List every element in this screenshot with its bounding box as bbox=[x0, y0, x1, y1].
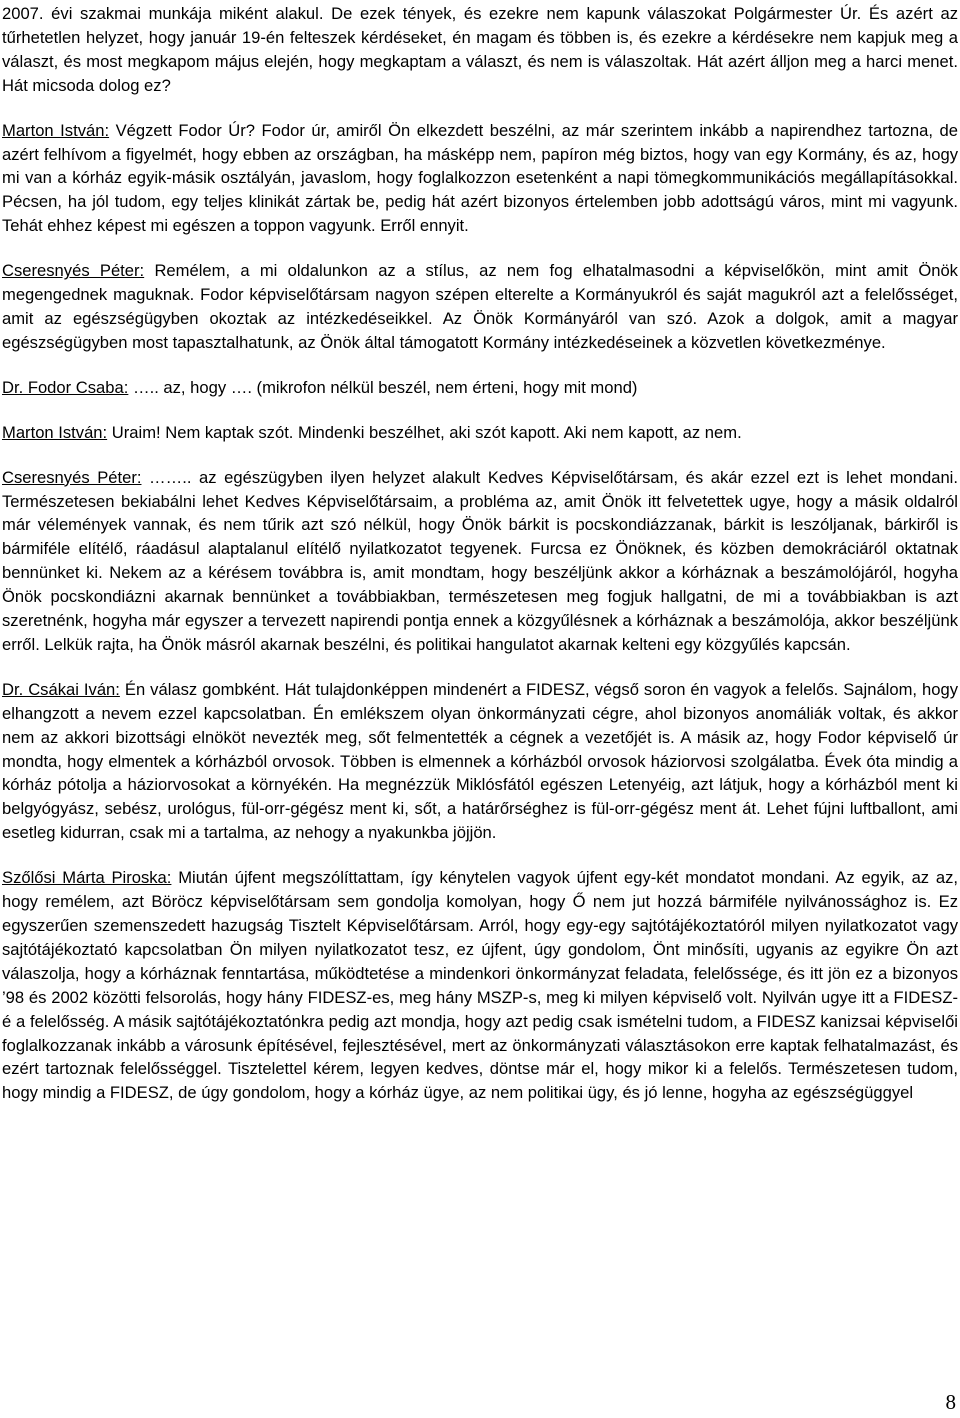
paragraph-continued bbox=[2, 2, 958, 98]
paragraph-cseresnyes-2 bbox=[2, 466, 958, 657]
paragraph-marton-1 bbox=[2, 119, 958, 239]
paragraph-szolosi bbox=[2, 866, 958, 1105]
paragraph-fodor bbox=[2, 376, 958, 400]
speaker-name: Cseresnyés Péter: bbox=[2, 261, 145, 281]
paragraph-text: 2007. évi szakmai munkája miként alakul. De ezek tények, és ezekre nem kapunk válaszokat Polgármester Úr. És azért az tűrhetetlen helyzet, hogy január 19-én felteszek kérdéseket, én magam és többen is, és ezekre a kérdésekre nem kapjuk meg a választ, és most megkapom május elején, hogy megkaptam a választ, és nem is válaszoltak. Hát azért álljon meg a harci menet. Hát micsoda dolog ez? bbox=[2, 4, 958, 95]
speaker-name: Cseresnyés Péter: bbox=[2, 467, 142, 487]
paragraph-text: Miután újfent megszólíttattam, így kénytelen vagyok újfent egy-két mondatot mondani. Az egyik, az az, hogy remélem, azt Böröcz képviselőtársam sem gondolja komolyan, hogy Ő nem jut hozzá bármiféle nyilvánossághoz is. Ez egyszerűen szemenszedett hazugság Tisztelt Képviselőtársam. Arról, hogy egy-egy sajtótájékoztatóról milyen nyilatkozatot vagy sajtótájékoztató kapcsolatban Ön milyen nyilatkozatot tesz, ez újfent, úgy gondolom, Önt minősíti, ugyanis az egyikre Ön azt válaszolja, hogy a kórháznak fenntartása, működtetése a mindenkori önkormányzat feladata, felelőssége, és itt jön ez a bizonyos ’98 és 2002 közötti felsorolás, hogy hány FIDESZ-es, meg hány MSZP-s, meg ki milyen képviselő volt. Nyilván ugye itt a FIDESZ-é a felelősség. A másik sajtótájékoztatónkra pedig azt mondja, hogy azt pedig csak ismételni tudom, a FIDESZ kanizsai képviselői foglalkozzanak inkább a városunk építésével, fejlesztésével, mert az önkormányzati választásokon erre kaptak felhatalmazást, és ezért tartoznak felelősséggel. Tisztelettel kérem, legyen kedves, döntse már el, hogy mikor ki a felelős. Természetesen tudom, hogy mindig a FIDESZ, de úgy gondolom, hogy a kórház ügye, az nem politikai ügy, és jó lenne, hogyha az egészségüggyel bbox=[2, 868, 958, 1103]
paragraph-text: Uraim! Nem kaptak szót. Mindenki beszélhet, aki szót kapott. Aki nem kapott, az nem. bbox=[111, 422, 742, 442]
paragraph-text: ….. az, hogy …. (mikrofon nélkül beszél, nem érteni, hogy mit mond) bbox=[132, 377, 638, 397]
document-page bbox=[2, 2, 958, 1105]
speaker-name: Marton István: bbox=[2, 422, 108, 442]
paragraph-cseresnyes-1 bbox=[2, 259, 958, 355]
paragraph-text: Én válasz gombként. Hát tulajdonképpen mindenért a FIDESZ, végső soron én vagyok a felelős. Sajnálom, hogy elhangzott a nevem ezzel kapcsolatban. Én emlékszem olyan önkormányzati cégre, ahol bizonyos anomáliák voltak, és akkor nem az akkori bizottsági elnököt nevezték meg, sőt felmentették a cégnek a vezetőjét is. A másik az, hogy Fodor képviselő úr mondta, hogy elmentek a kórházból orvosok. Többen is elmennek a kórházból orvosok háziorvosi szolgálatba. Évek óta mindig a kórház pótolja a háziorvosokat a környékén. Ha megnézzük Miklósfától egészen Letenyéig, azt látjuk, hogy a kórházból ment ki belgyógyász, sebész, urológus, fül-orr-gégész ment ki, sőt, a határőrséghez is fül-orr-gégész ment át. Lehet fújni luftballont, ami esetleg kidurran, csak mi a tartalma, az nehogy a nyakunkba jöjjön. bbox=[2, 679, 958, 843]
speaker-name: Marton István: bbox=[2, 120, 110, 140]
paragraph-text: Végzett Fodor Úr? Fodor úr, amiről Ön elkezdett beszélni, az már szerintem inkább a napirendhez tartozna, de azért felhívom a figyelmét, hogy ebben az országban, ha másképp nem, papíron még biztos, hogy van egy Kormány, és az, hogy mi van a kórház egyik-másik osztályán, javaslom, hogy foglalkozzon esetenként a napi tömegkommunikációs megállapításokkal. Pécsen, ha jól tudom, egy teljes klinikát zártak be, pedig hát azért bizonyos értelemben jobb adottságú város, mint mi vagyunk. Tehát ehhez képest mi egészen a toppon vagyunk. Erről ennyit. bbox=[2, 120, 958, 236]
paragraph-text: Remélem, a mi oldalunkon az a stílus, az nem fog elhatalmasodni a képviselőkön, mint amit Önök megengednek maguknak. Fodor képviselőtársam nagyon szépen elterelte a Kormányukról és saját magukról azt a felelősséget, amit az egészségügyben okoztak az intézkedéseikkel. Az Önök Kormányáról van szó. Azok a dolgok, amit a magyar egészségügyben most tapasztalhatunk, az Önök által támogatott Kormány intézkedéseinek a közvetlen következménye. bbox=[2, 261, 958, 352]
speaker-name: Dr. Fodor Csaba: bbox=[2, 377, 129, 397]
paragraph-csakai bbox=[2, 678, 958, 845]
speaker-name: Dr. Csákai Iván: bbox=[2, 679, 120, 699]
paragraph-marton-2 bbox=[2, 421, 958, 445]
paragraph-text: …….. az egészügyben ilyen helyzet alakult Kedves Képviselőtársam, és akár ezzel ezt is lehet mondani. Természetesen bekiabálni lehet Kedves Képviselőtársaim, a probléma az, amit Önök itt felvetettek ugye, hogy a másik oldalról már vélemények vannak, és nem tűrik azt szó nélkül, hogy Önök bárkit is pocskondiázzanak, bárkit is leszóljanak, bárkiről is bármiféle elítélő, ráadásul alaptalanul elítélő nyilatkozatot tegyenek. Furcsa ez Önöknek, és közben demokráciáról oktatnak bennünket ki. Nekem az a kérésem továbbra is, amit mondtam, hogy beszéljünk akkor a kórháznak a beszámolójáról, hogyha Önök pocskondiázni akarnak bennünket a továbbiakban, természetesen meg fogjuk hallgatni, de mi a továbbiakban is azt szeretnénk, hogyha már egyszer a tervezett napirendi pontja ennek a közgyűlésnek a kórháznak a beszámolója, akkor beszéljünk erről. Lelkük rajta, ha Önök másról akarnak beszélni, és politikai hangulatot akarnak kelteni egy közgyűlés kapcsán. bbox=[2, 467, 958, 654]
page-number: 8 bbox=[945, 1390, 956, 1414]
speaker-name: Szőlősi Márta Piroska: bbox=[2, 868, 172, 888]
